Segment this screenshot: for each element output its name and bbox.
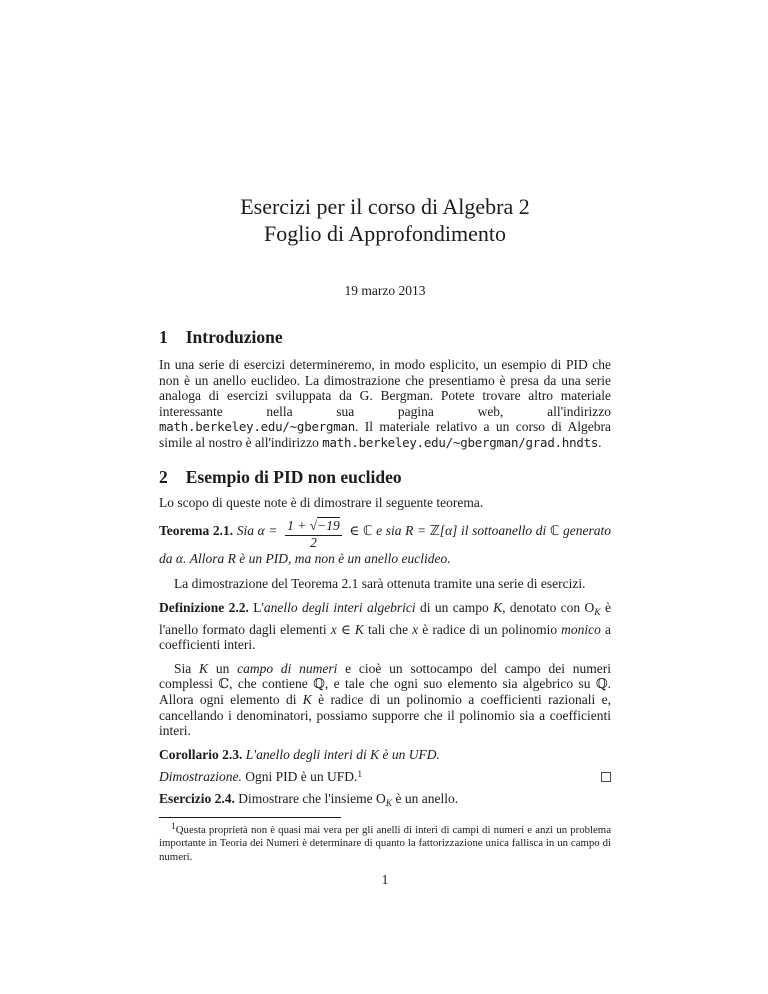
text-run: ∈ [336,621,355,637]
text-run: math.berkeley.edu/~gbergman/grad.hndts [322,434,599,450]
text-run: O [376,790,386,806]
theorem-2-1 [159,519,611,566]
text-run: K [493,600,503,616]
text-run: , denotato con [502,600,585,616]
proof-line [159,768,611,785]
intro-paragraph [159,357,611,451]
scope-paragraph [159,495,611,511]
text-run: K [385,798,393,809]
text-run: monico [561,621,601,637]
fraction [285,519,342,551]
footnote-rule [159,817,341,818]
definition-2-2 [159,600,611,653]
text-run: è radice di un polinomio [418,621,562,637]
text-run: K [594,608,601,619]
text-run: L' [248,600,264,616]
text-run: ∈ ℂ e sia R = ℤ[α] il sottoanello di ℂ generato da α. Allora R è un PID, ma non è un anello euclideo. [159,523,611,566]
title-line-1: Esercizi per il corso di Algebra 2 [240,194,530,219]
footnote-block [159,817,611,865]
exercise-2-4 [159,791,611,813]
text-run: x [330,621,337,637]
proof-text [159,769,362,784]
text-run: x [412,621,419,637]
text-run: K [199,660,209,676]
text-column [159,0,611,864]
text-run: Dimostrare che l'insieme [234,790,376,806]
fraction-denominator: 2 [310,535,317,550]
text-run: K [354,621,364,637]
text-run: Sia [174,660,200,676]
theorem-pre [159,523,281,538]
page-number: 1 [381,872,389,887]
text-run: Dimostrazione. [159,769,242,785]
text-run: O [584,600,595,616]
text-run: un [208,660,238,676]
section-title: Introduzione [185,327,283,347]
text-run: . [598,434,602,450]
after-theorem-paragraph [159,576,611,592]
text-run: Ogni PID è un UFD. [241,769,358,785]
text-run: è radice di un polinomio a coefficienti razionali e, cancellando i denominatori, possiamo supporre che il polinomio sia a coefficienti interi. [159,692,611,739]
text-run: Esercizio 2.4. [159,790,235,806]
section-title: Esempio di PID non euclideo [185,466,402,487]
text-run: tali che [363,621,413,637]
number-field-paragraph [159,661,611,739]
text-run: Lo scopo di queste note è di dimostrare il seguente teorema. [159,494,484,510]
text-run: Definizione 2.2. [159,600,249,616]
corollary-2-3 [159,747,611,763]
text-run: 1 [357,770,363,781]
title-line-2: Foglio di Approfondimento [264,221,506,246]
text-run: math.berkeley.edu/~gbergman [159,419,356,435]
text-run: 1 [171,821,176,832]
text-run: di un campo [415,600,494,616]
text-run: Teorema 2.1. [159,523,234,538]
page-title [159,193,611,247]
numerator-prefix: 1 + [287,518,310,534]
text-run: K [302,692,312,707]
sqrt-icon: √ [309,518,318,534]
text-run: è un anello. [392,790,459,806]
text-run: Questa proprietà non è quasi mai vera per gli anelli di interi di campi di numeri e anzi un problema importante in Teoria dei Numeri è determinare di quanto la fattorizzazione unica fallisca in un campo di numeri. [159,823,611,863]
text-run: L'anello degli interi di K è un UFD. [242,746,440,762]
text-run: è l'anello formato dagli elementi [159,600,611,637]
text-run: e cioè un sottocampo del campo dei numeri complessi ℂ, che contiene ℚ, e tale che ogni suo elemento sia algebrico su ℚ. Allora ogni elemento di [159,660,611,707]
text-run: . Il materiale relativo a un corso di Algebra simile al nostro è all'indirizzo [159,419,611,450]
text-run: In una serie di esercizi determineremo, in modo esplicito, un esempio di PID che non è un anello euclideo. La dimostrazione che presentiamo è presa da una serie analoga di esercizi sviluppata da G. Bergman. Potete trovare altro materiale interessante nella sua pagina web, all'indirizzo [159,357,611,419]
radicand: −19 [317,518,340,534]
text-run: campo di numeri [237,660,338,676]
fraction-numerator [285,519,342,536]
text-run: Corollario 2.3. [159,746,243,762]
document-date: 19 marzo 2013 [344,283,426,298]
footnote-text [159,821,611,865]
qed-box [601,772,611,782]
section-number: 1 [159,327,168,347]
text-run: a coefficienti interi. [159,621,612,653]
text-run: La dimostrazione del Teorema 2.1 sarà ottenuta tramite una serie di esercizi. [174,576,586,592]
text-run: Sia α = [233,523,282,538]
section-heading-esempio [159,466,611,488]
text-run: anello degli interi algebrici [263,600,416,616]
section-number: 2 [159,466,168,487]
section-heading-introduzione [159,326,611,348]
